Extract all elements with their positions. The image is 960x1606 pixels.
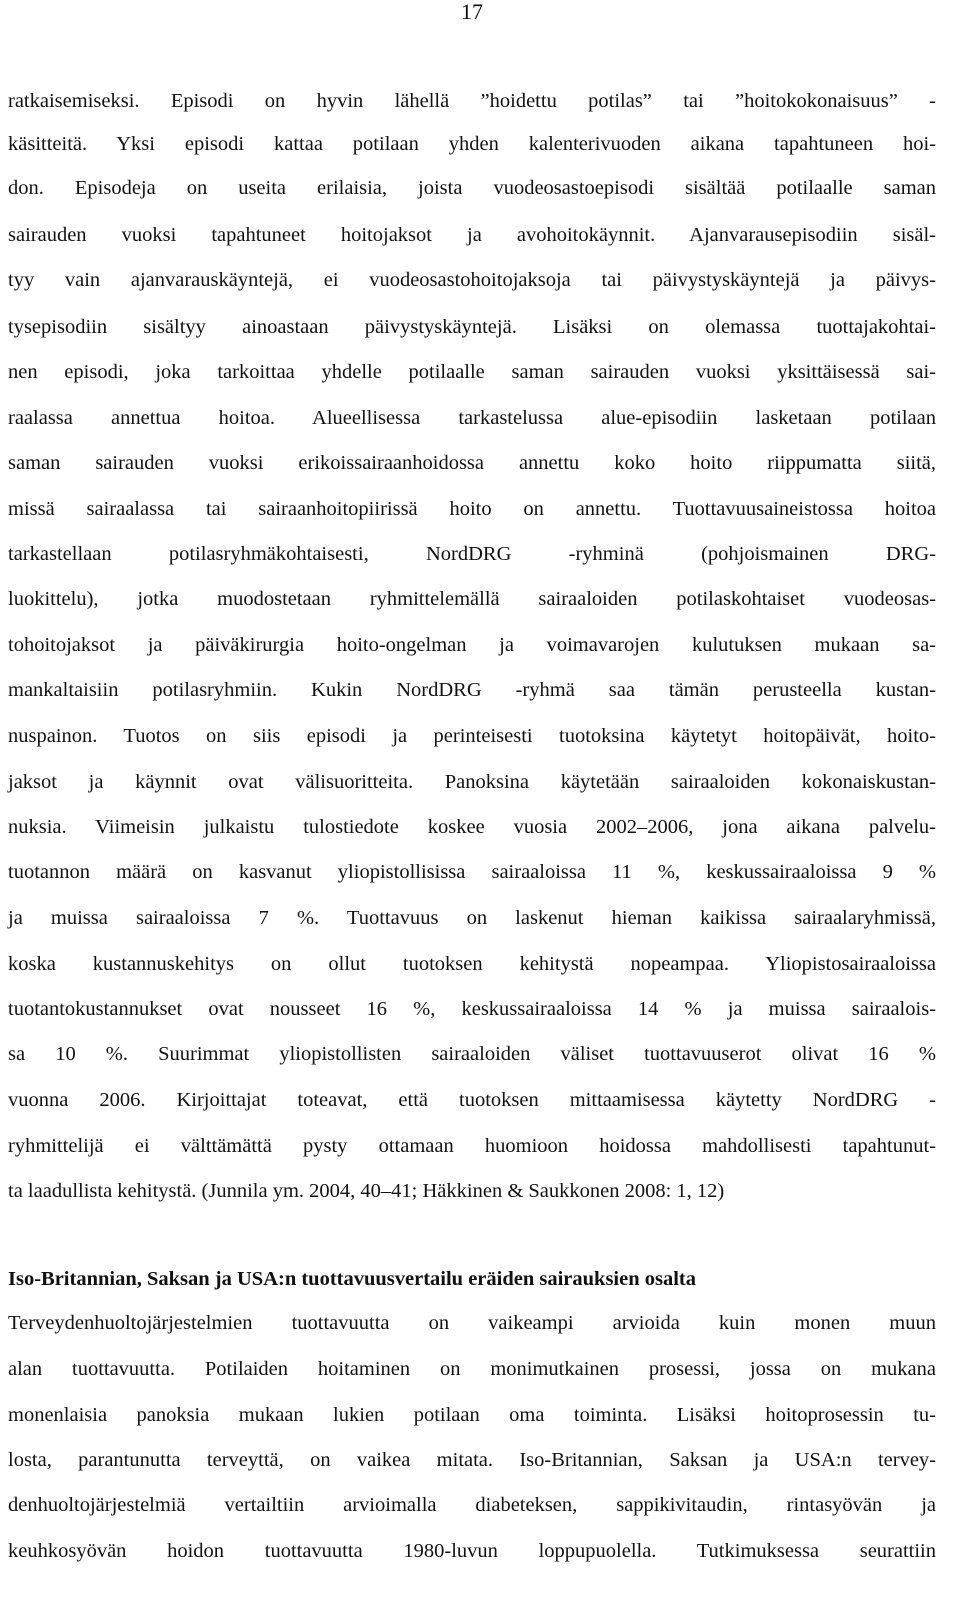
text-line: nen episodi, joka tarkoittaa yhdelle potilaalle saman sairauden vuoksi yksittäisessä sai- xyxy=(8,361,936,383)
text-line: denhuoltojärjestelmiä vertailtiin arvioimalla diabeteksen, sappikivitaudin, rintasyövän ja xyxy=(8,1494,936,1516)
text-line: ja muissa sairaaloissa 7 %. Tuottavuus on laskenut hieman kaikissa sairaalaryhmissä, xyxy=(8,907,936,929)
text-line: tarkastellaan potilasryhmäkohtaisesti, NordDRG -ryhminä (pohjoismainen DRG- xyxy=(8,543,936,565)
text-line: keuhkosyövän hoidon tuottavuutta 1980-luvun loppupuolella. Tutkimuksessa seurattiin xyxy=(8,1540,936,1562)
text-line: jaksot ja käynnit ovat välisuoritteita. Panoksina käytetään sairaaloiden kokonaiskustan- xyxy=(8,771,936,793)
text-line: sa 10 %. Suurimmat yliopistollisten sairaaloiden väliset tuottavuuserot olivat 16 % xyxy=(8,1043,936,1065)
text-line: luokittelu), jotka muodostetaan ryhmittelemällä sairaaloiden potilaskohtaiset vuodeosas- xyxy=(8,588,936,610)
text-line: ratkaisemiseksi. Episodi on hyvin lähellä ”hoidettu potilas” tai ”hoitokokonaisuus” - xyxy=(8,90,936,112)
text-line: losta, parantunutta terveyttä, on vaikea mitata. Iso-Britannian, Saksan ja USA:n tervey- xyxy=(8,1449,936,1471)
text-line: nuksia. Viimeisin julkaistu tulostiedote koskee vuosia 2002–2006, jona aikana palvelu- xyxy=(8,816,936,838)
text-line: tuotantokustannukset ovat nousseet 16 %, keskussairaaloissa 14 % ja muissa sairaalois- xyxy=(8,998,936,1020)
text-line: don. Episodeja on useita erilaisia, joista vuodeosastoepisodi sisältää potilaalle saman xyxy=(8,177,936,199)
text-line: alan tuottavuutta. Potilaiden hoitaminen on monimutkainen prosessi, jossa on mukana xyxy=(8,1358,936,1380)
text-line: ta laadullista kehitystä. (Junnila ym. 2004, 40–41; Häkkinen & Saukkonen 2008: 1, 12) xyxy=(8,1180,725,1202)
text-line: käsitteitä. Yksi episodi kattaa potilaan yhden kalenterivuoden aikana tapahtuneen hoi- xyxy=(8,133,936,155)
text-line: tyy vain ajanvarauskäyntejä, ei vuodeosastohoitojaksoja tai päivystyskäyntejä ja päivys- xyxy=(8,269,936,291)
text-line: mankaltaisiin potilasryhmiin. Kukin NordDRG -ryhmä saa tämän perusteella kustan- xyxy=(8,679,936,701)
text-line: saman sairauden vuoksi erikoissairaanhoidossa annettu koko hoito riippumatta siitä, xyxy=(8,452,936,474)
text-line: raalassa annettua hoitoa. Alueellisessa tarkastelussa alue-episodiin lasketaan potilaan xyxy=(8,407,936,429)
section-heading: Iso-Britannian, Saksan ja USA:n tuottavuusvertailu eräiden sairauksien osalta xyxy=(8,1268,696,1290)
text-line: monenlaisia panoksia mukaan lukien potilaan oma toiminta. Lisäksi hoitoprosessin tu- xyxy=(8,1404,936,1426)
text-line: missä sairaalassa tai sairaanhoitopiirissä hoito on annettu. Tuottavuusaineistossa hoitoa xyxy=(8,498,936,520)
text-line: sairauden vuoksi tapahtuneet hoitojaksot ja avohoitokäynnit. Ajanvarausepisodiin sisäl- xyxy=(8,224,936,246)
text-line: tohoitojaksot ja päiväkirurgia hoito-ongelman ja voimavarojen kulutuksen mukaan sa- xyxy=(8,634,936,656)
text-line: nuspainon. Tuotos on siis episodi ja perinteisesti tuotoksina käytetyt hoitopäivät, hoito- xyxy=(8,725,936,747)
text-line: vuonna 2006. Kirjoittajat toteavat, että tuotoksen mittaamisessa käytetty NordDRG - xyxy=(8,1089,936,1111)
text-line: ryhmittelijä ei välttämättä pysty ottamaan huomioon hoidossa mahdollisesti tapahtunut- xyxy=(8,1135,936,1157)
page-number: 17 xyxy=(461,0,483,24)
text-line: Terveydenhuoltojärjestelmien tuottavuutta on vaikeampi arvioida kuin monen muun xyxy=(8,1312,936,1334)
text-line: koska kustannuskehitys on ollut tuotoksen kehitystä nopeampaa. Yliopistosairaaloissa xyxy=(8,953,936,975)
text-line: tuotannon määrä on kasvanut yliopistollisissa sairaaloissa 11 %, keskussairaaloissa 9 % xyxy=(8,861,936,883)
text-line: tysepisodiin sisältyy ainoastaan päivystyskäyntejä. Lisäksi on olemassa tuottajakohtai- xyxy=(8,316,936,338)
